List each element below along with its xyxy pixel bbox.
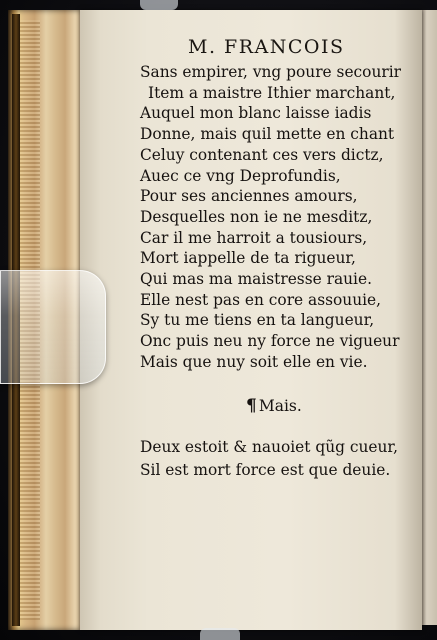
running-title: M. FRANCOIS [188, 36, 345, 58]
verse-block-end [140, 436, 410, 482]
verse-line: Item a maistre Ithier marchant, [148, 83, 396, 102]
verse-line: Auquel mon blanc laisse iadis [140, 104, 372, 123]
verse-block-main [140, 62, 410, 373]
verse-line: Pour ses anciennes amours, [140, 187, 358, 206]
verse-line: Donne, mais quil mette en chant [140, 125, 395, 144]
verse-line: Qui mas ma maistresse rauie. [140, 270, 372, 289]
verse-line: Auec ce vng Deprofundis, [140, 166, 341, 185]
facing-page-edge [420, 10, 437, 625]
verse-line: Sy tu me tiens en ta langueur, [140, 311, 375, 330]
verse-line: Mais que nuy soit elle en vie. [140, 352, 368, 371]
section-title: Mais. [258, 397, 302, 415]
verse-line: Onc puis neu ny force ne vigueur [140, 332, 400, 351]
page-holder-strip [0, 270, 106, 384]
verse-line: Mort iappelle de ta rigueur, [140, 249, 356, 268]
verse-line: Car il me harroit a tousiours, [140, 228, 368, 247]
section-heading [246, 396, 302, 416]
top-clip [140, 0, 178, 10]
verse-line: Deux estoit & nauoiet qũg cueur, [140, 438, 398, 456]
verse-line: Desquelles non ie ne mesditz, [140, 207, 373, 226]
bottom-clip [200, 628, 240, 640]
verse-line: Sans empirer, vng poure secourir [140, 63, 401, 81]
verse-line: Elle nest pas en core assouuie, [140, 290, 382, 309]
verse-line: Celuy contenant ces vers dictz, [140, 145, 384, 164]
pilcrow-icon: ¶ [246, 396, 257, 416]
verse-line: Sil est mort force est que deuie. [140, 461, 391, 479]
